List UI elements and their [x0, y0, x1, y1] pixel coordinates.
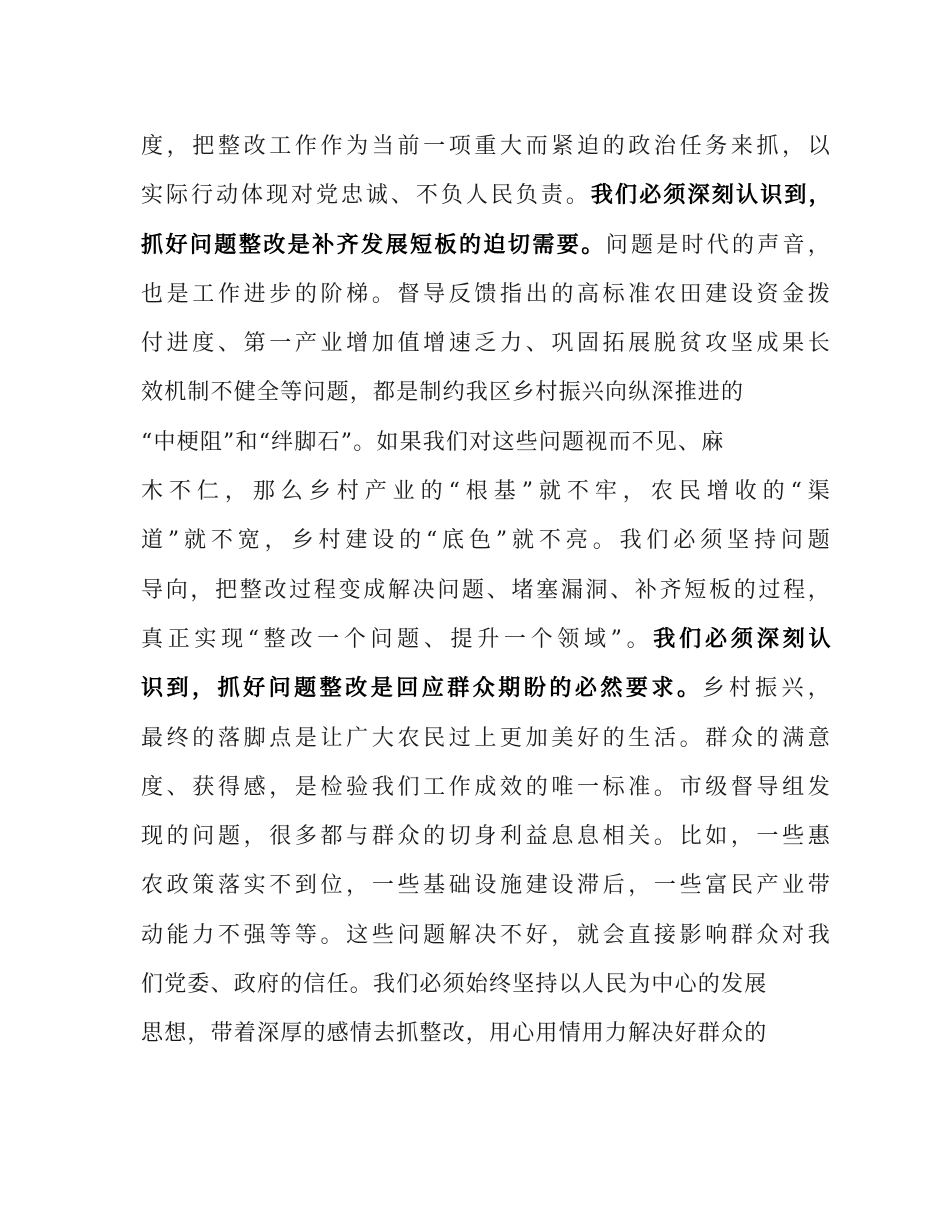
text-segment: 问题是时代的声音， [605, 232, 831, 258]
text-segment: 导向，把整改过程变成解决问题、堵塞漏洞、补齐短板的过程， [141, 577, 831, 603]
text-segment: 农政策落实不到位，一些基础设施建设滞后，一些富民产业带 [141, 873, 831, 899]
text-segment: 动能力不强等等。这些问题解决不好，就会直接影响群众对我 [141, 922, 831, 948]
text-line [141, 270, 831, 319]
bold-text-segment: 我们必须深刻认 [653, 626, 831, 652]
text-segment: 真正实现“整改一个问题、提升一个领域”。 [141, 626, 654, 652]
text-segment: 实际行动体现对党忠诚、不负人民负责。 [141, 183, 591, 209]
text-line [141, 615, 831, 664]
text-segment: 最终的落脚点是让广大农民过上更加美好的生活。群众的满意 [141, 725, 831, 751]
text-segment: 效机制不健全等问题，都是制约我区乡村振兴向纵深推进的 [141, 380, 745, 406]
text-segment: 们党委、政府的信任。我们必须始终坚持以人民为中心的发展 [141, 972, 768, 998]
text-segment: 也是工作进步的阶梯。督导反馈指出的高标准农田建设资金拨 [141, 281, 831, 307]
text-segment: 道”就不宽，乡村建设的“底色”就不亮。我们必须坚持问题 [141, 528, 831, 554]
text-line [141, 960, 831, 1009]
text-line [141, 861, 831, 910]
text-line [141, 1009, 831, 1058]
text-line [141, 122, 831, 171]
text-line [141, 368, 831, 417]
text-segment: 现的问题，很多都与群众的切身利益息息相关。比如，一些惠 [141, 824, 831, 850]
text-line [141, 566, 831, 615]
text-line [141, 171, 831, 220]
text-segment: 付进度、第一产业增加值增速乏力、巩固拓展脱贫攻坚成果长 [141, 331, 831, 357]
text-line [141, 763, 831, 812]
text-segment: 乡村振兴， [702, 676, 831, 702]
text-segment: 木不仁，那么乡村产业的“根基”就不牢，农民增收的“渠 [141, 479, 831, 505]
bold-text-segment: 我们必须深刻认识到， [590, 183, 831, 209]
text-segment: 思想，带着深厚的感情去抓整改，用心用情用力解决好群众的 [141, 1021, 768, 1047]
text-line [141, 664, 831, 713]
bold-text-segment: 抓好问题整改是补齐发展短板的迫切需要。 [141, 232, 606, 258]
text-segment: 度，把整改工作作为当前一项重大而紧迫的政治任务来抓，以 [141, 134, 831, 159]
text-line [141, 319, 831, 368]
text-line [141, 418, 831, 467]
text-line [141, 516, 831, 565]
text-segment: 度、获得感，是检验我们工作成效的唯一标准。市级督导组发 [141, 774, 831, 800]
text-line [141, 714, 831, 763]
text-line [141, 812, 831, 861]
body-text [141, 122, 831, 1059]
text-segment: “中梗阻”和“绊脚石”。如果我们对这些问题视而不见、麻 [141, 429, 725, 455]
text-line [141, 221, 831, 270]
bold-text-segment: 识到，抓好问题整改是回应群众期盼的必然要求。 [141, 676, 703, 702]
text-line [141, 467, 831, 516]
text-line [141, 911, 831, 960]
